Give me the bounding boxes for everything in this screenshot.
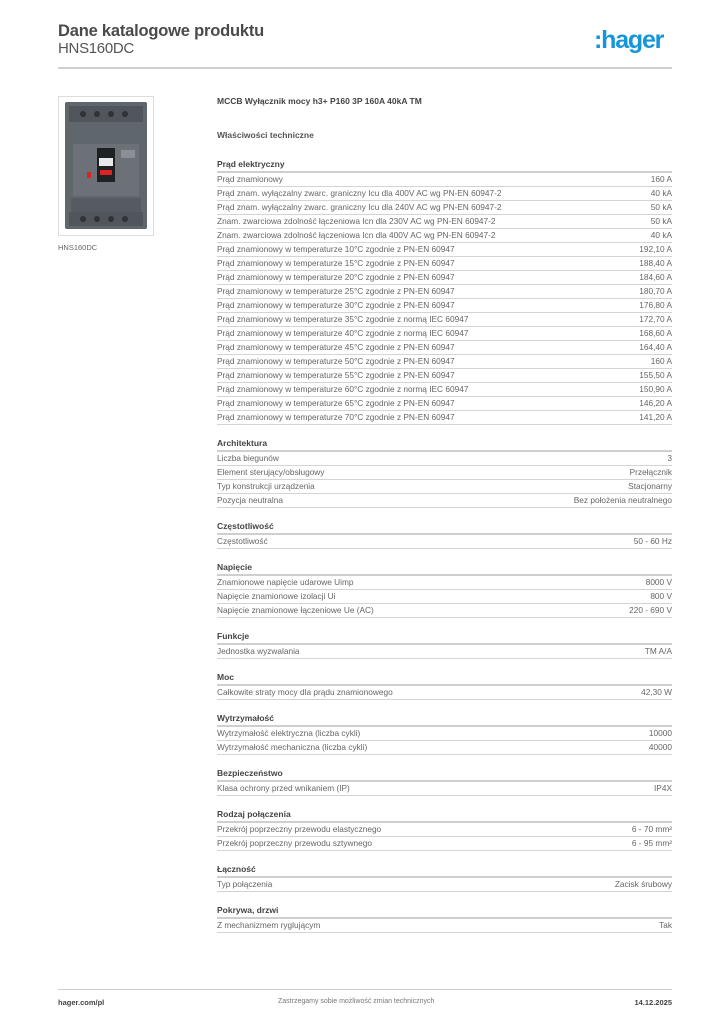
spec-label: Prąd znamionowy w temperaturze 10°C zgodnie z PN-EN 60947 <box>217 244 455 254</box>
section-heading: Wytrzymałość <box>217 712 672 727</box>
spec-value: 50 kA <box>650 216 672 226</box>
spec-row <box>217 257 672 271</box>
spec-label: Prąd znamionowy w temperaturze 20°C zgodnie z PN-EN 60947 <box>217 272 455 282</box>
spec-label: Prąd znam. wyłączalny zwarc. graniczny Icu dla 400V AC wg PN-EN 60947-2 <box>217 188 502 198</box>
spec-row <box>217 576 672 590</box>
spec-value: 8000 V <box>645 577 672 587</box>
spec-row <box>217 823 672 837</box>
footer-divider <box>58 989 672 990</box>
section-heading: Napięcie <box>217 561 672 576</box>
header-divider <box>58 67 672 69</box>
spec-row <box>217 397 672 411</box>
spec-value: 40000 <box>648 742 672 752</box>
spec-label: Prąd znamionowy w temperaturze 45°C zgodnie z PN-EN 60947 <box>217 342 455 352</box>
spec-value: 188,40 A <box>639 258 672 268</box>
spec-row <box>217 215 672 229</box>
product-code: HNS160DC <box>58 40 134 57</box>
footer-website-link[interactable]: hager.com/pl <box>58 998 105 1007</box>
spec-row <box>217 299 672 313</box>
image-caption: HNS160DC <box>58 243 98 252</box>
spec-label: Znam. zwarciowa zdolność łączeniowa Icn dla 230V AC wg PN-EN 60947-2 <box>217 216 496 226</box>
spec-value: 141,20 A <box>639 412 672 422</box>
spec-value: 150,90 A <box>639 384 672 394</box>
section-heading: Częstotliwość <box>217 520 672 535</box>
spec-row <box>217 782 672 796</box>
spec-row <box>217 741 672 755</box>
spec-row <box>217 837 672 851</box>
spec-value: Stacjonarny <box>628 481 672 491</box>
spec-row <box>217 369 672 383</box>
spec-value: 146,20 A <box>639 398 672 408</box>
spec-label: Przekrój poprzeczny przewodu elastycznego <box>217 824 382 834</box>
spec-value: 50 kA <box>650 202 672 212</box>
spec-section <box>217 712 672 755</box>
spec-label: Prąd znamionowy <box>217 174 283 184</box>
spec-value: 192,10 A <box>639 244 672 254</box>
section-heading: Pokrywa, drzwi <box>217 904 672 919</box>
section-heading: Moc <box>217 671 672 686</box>
spec-section <box>217 561 672 618</box>
spec-row <box>217 271 672 285</box>
spec-section <box>217 671 672 700</box>
section-heading: Architektura <box>217 437 672 452</box>
spec-sections <box>217 158 672 933</box>
spec-section <box>217 904 672 933</box>
spec-value: 176,80 A <box>639 300 672 310</box>
spec-section <box>217 863 672 892</box>
spec-row <box>217 480 672 494</box>
spec-label: Prąd znamionowy w temperaturze 60°C zgodnie z normą IEC 60947 <box>217 384 469 394</box>
spec-value: 40 kA <box>650 188 672 198</box>
spec-section <box>217 808 672 851</box>
spec-section <box>217 158 672 425</box>
spec-label: Prąd znamionowy w temperaturze 35°C zgodnie z normą IEC 60947 <box>217 314 469 324</box>
spec-value: 180,70 A <box>639 286 672 296</box>
spec-label: Prąd znamionowy w temperaturze 65°C zgodnie z PN-EN 60947 <box>217 398 455 408</box>
spec-value: 50 - 60 Hz <box>633 536 672 546</box>
spec-label: Prąd znamionowy w temperaturze 40°C zgodnie z normą IEC 60947 <box>217 328 469 338</box>
spec-label: Liczba biegunów <box>217 453 279 463</box>
spec-label: Wytrzymałość mechaniczna (liczba cykli) <box>217 742 368 752</box>
footer-date: 14.12.2025 <box>634 998 672 1007</box>
spec-value: Tak <box>659 920 672 930</box>
footer-disclaimer: Zastrzegamy sobie możliwość zmian technicznych <box>278 998 435 1005</box>
product-image <box>58 96 154 236</box>
spec-row <box>217 535 672 549</box>
spec-label: Prąd znam. wyłączalny zwarc. graniczny Icu dla 240V AC wg PN-EN 60947-2 <box>217 202 502 212</box>
circuit-breaker-icon <box>65 102 147 229</box>
spec-label: Prąd znamionowy w temperaturze 30°C zgodnie z PN-EN 60947 <box>217 300 455 310</box>
product-title: MCCB Wyłącznik mocy h3+ P160 3P 160A 40kA TM <box>217 96 422 106</box>
spec-value: TM A/A <box>644 646 672 656</box>
spec-value: Przełącznik <box>629 467 672 477</box>
spec-label: Prąd znamionowy w temperaturze 70°C zgodnie z PN-EN 60947 <box>217 412 455 422</box>
spec-label: Klasa ochrony przed wnikaniem (IP) <box>217 783 350 793</box>
spec-section <box>217 767 672 796</box>
spec-value: 42,30 W <box>641 687 672 697</box>
spec-label: Znam. zwarciowa zdolność łączeniowa Icn dla 400V AC wg PN-EN 60947-2 <box>217 230 496 240</box>
section-heading: Rodzaj połączenia <box>217 808 672 823</box>
section-heading: Łączność <box>217 863 672 878</box>
spec-row <box>217 341 672 355</box>
spec-value: 160 A <box>650 174 672 184</box>
spec-value: 6 - 70 mm² <box>631 824 672 834</box>
spec-row <box>217 590 672 604</box>
spec-value: 3 <box>667 453 672 463</box>
spec-row <box>217 452 672 466</box>
spec-row <box>217 355 672 369</box>
spec-value: 172,70 A <box>639 314 672 324</box>
spec-label: Element sterujący/obsługowy <box>217 467 325 477</box>
spec-label: Prąd znamionowy w temperaturze 50°C zgodnie z PN-EN 60947 <box>217 356 455 366</box>
spec-value: Bez położenia neutralnego <box>573 495 672 505</box>
hager-logo: :hager <box>594 26 664 54</box>
spec-row <box>217 187 672 201</box>
spec-row <box>217 686 672 700</box>
spec-value: 800 V <box>650 591 672 601</box>
spec-value: 164,40 A <box>639 342 672 352</box>
spec-label: Znamionowe napięcie udarowe Uimp <box>217 577 354 587</box>
spec-label: Typ połączenia <box>217 879 273 889</box>
spec-label: Napięcie znamionowe łączeniowe Ue (AC) <box>217 605 374 615</box>
spec-value: IP4X <box>654 783 672 793</box>
spec-row <box>217 604 672 618</box>
spec-row <box>217 313 672 327</box>
spec-section <box>217 630 672 659</box>
spec-label: Prąd znamionowy w temperaturze 25°C zgodnie z PN-EN 60947 <box>217 286 455 296</box>
spec-label: Pozycja neutralna <box>217 495 283 505</box>
section-heading: Prąd elektryczny <box>217 158 672 173</box>
document-title: Dane katalogowe produktu <box>58 22 265 40</box>
spec-label: Z mechanizmem ryglującym <box>217 920 321 930</box>
product-spec-content <box>217 96 672 933</box>
technical-properties-heading: Właściwości techniczne <box>217 130 314 140</box>
spec-row <box>217 411 672 425</box>
spec-row <box>217 645 672 659</box>
spec-value: Zacisk śrubowy <box>614 879 672 889</box>
spec-row <box>217 229 672 243</box>
spec-value: 220 - 690 V <box>629 605 672 615</box>
spec-value: 168,60 A <box>639 328 672 338</box>
spec-row <box>217 727 672 741</box>
spec-value: 6 - 95 mm² <box>631 838 672 848</box>
spec-value: 10000 <box>648 728 672 738</box>
spec-row <box>217 466 672 480</box>
spec-row <box>217 201 672 215</box>
spec-row <box>217 878 672 892</box>
spec-value: 40 kA <box>650 230 672 240</box>
spec-label: Wytrzymałość elektryczna (liczba cykli) <box>217 728 361 738</box>
spec-label: Częstotliwość <box>217 536 268 546</box>
spec-label: Jednostka wyzwalania <box>217 646 300 656</box>
spec-section <box>217 437 672 508</box>
spec-value: 155,50 A <box>639 370 672 380</box>
spec-row <box>217 285 672 299</box>
spec-value: 184,60 A <box>639 272 672 282</box>
section-heading: Funkcje <box>217 630 672 645</box>
spec-label: Prąd znamionowy w temperaturze 15°C zgodnie z PN-EN 60947 <box>217 258 455 268</box>
spec-row <box>217 383 672 397</box>
spec-row <box>217 327 672 341</box>
spec-label: Prąd znamionowy w temperaturze 55°C zgodnie z PN-EN 60947 <box>217 370 455 380</box>
spec-row <box>217 173 672 187</box>
spec-label: Całkowite straty mocy dla prądu znamionowego <box>217 687 393 697</box>
spec-label: Napięcie znamionowe izolacji Ui <box>217 591 336 601</box>
spec-label: Typ konstrukcji urządzenia <box>217 481 315 491</box>
section-heading: Bezpieczeństwo <box>217 767 672 782</box>
spec-label: Przekrój poprzeczny przewodu sztywnego <box>217 838 372 848</box>
spec-row <box>217 494 672 508</box>
spec-row <box>217 243 672 257</box>
spec-row <box>217 919 672 933</box>
spec-section <box>217 520 672 549</box>
spec-value: 160 A <box>650 356 672 366</box>
